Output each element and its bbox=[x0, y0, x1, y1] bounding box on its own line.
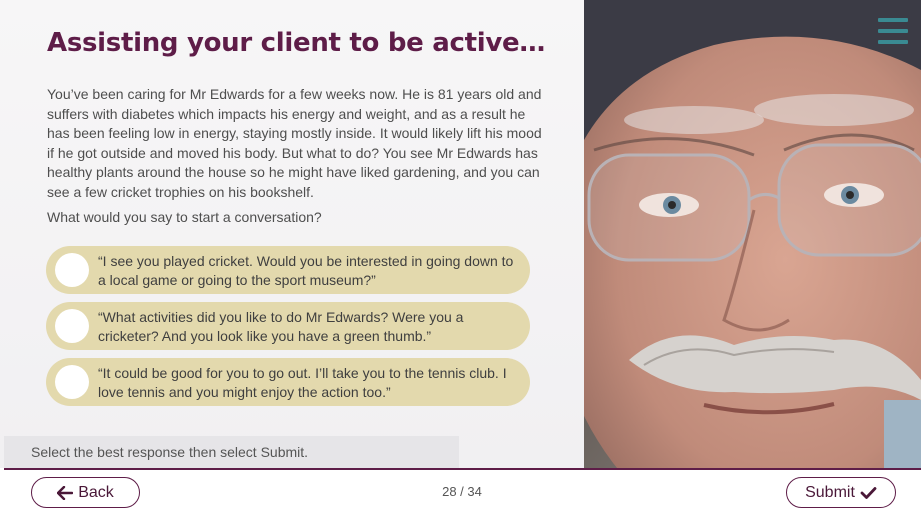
answer-option-1[interactable] bbox=[46, 246, 530, 294]
radio-button[interactable] bbox=[55, 253, 89, 287]
answer-option-text: “I see you played cricket. Would you be interested in going down to a local game or going to the sport museum?” bbox=[98, 253, 514, 288]
submit-button[interactable] bbox=[786, 477, 896, 508]
scenario-paragraph: You’ve been caring for Mr Edwards for a few weeks now. He is 81 years old and suffers with diabetes which impacts his energy and weight, and as a result he has been feeling low in energy, staying mostly inside. It would likely lift his mood if he got outside and moved his body. But what to do? You see Mr Edwards has healthy plants around the house so he might have liked gardening, and you can see a few cricket trophies on his bookshelf. bbox=[47, 86, 542, 200]
answer-option-3[interactable] bbox=[46, 358, 530, 406]
instruction-bar: Select the best response then select Submit. bbox=[4, 436, 459, 468]
slide-title: Assisting your client to be active… bbox=[47, 28, 546, 58]
submit-button-label: Submit bbox=[805, 483, 855, 501]
answer-option-text: “It could be good for you to go out. I’ll take you to the tennis club. I love tennis and you might enjoy the action too.” bbox=[98, 365, 507, 400]
radio-button[interactable] bbox=[55, 309, 89, 343]
arrow-left-icon bbox=[57, 486, 73, 500]
menu-icon[interactable] bbox=[878, 18, 908, 44]
client-photo bbox=[584, 0, 921, 468]
footer-divider bbox=[4, 468, 921, 470]
check-icon bbox=[860, 486, 877, 500]
back-button-label: Back bbox=[78, 483, 114, 501]
radio-button[interactable] bbox=[55, 365, 89, 399]
answer-option-text: “What activities did you like to do Mr Edwards? Were you a cricketer? And you look like you have a green thumb.” bbox=[98, 309, 464, 344]
page-indicator: 28 / 34 bbox=[442, 484, 482, 499]
back-button[interactable] bbox=[31, 477, 140, 508]
answer-option-2[interactable] bbox=[46, 302, 530, 350]
elderly-man-portrait bbox=[584, 0, 921, 468]
question-prompt: What would you say to start a conversation? bbox=[47, 209, 322, 225]
